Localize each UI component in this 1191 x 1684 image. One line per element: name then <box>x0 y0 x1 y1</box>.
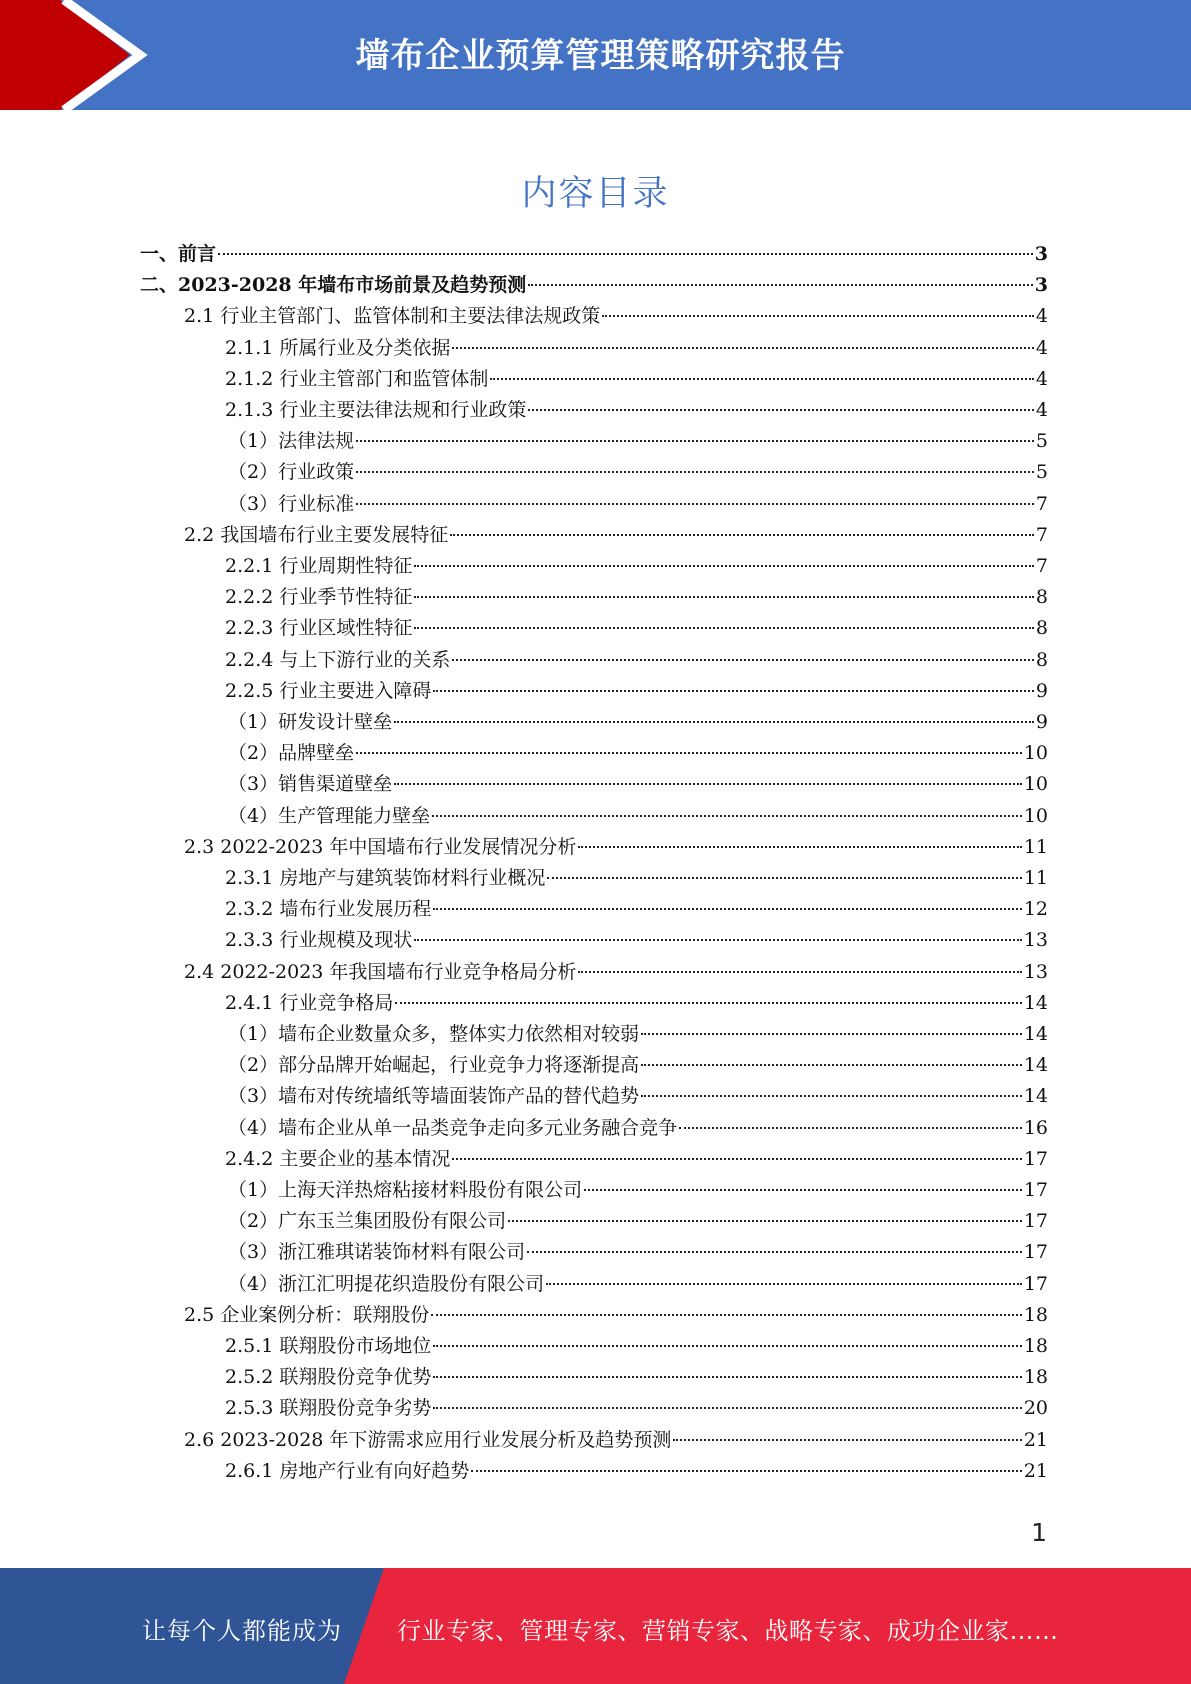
toc-entry[interactable] <box>225 613 1048 644</box>
toc-entry[interactable] <box>225 645 1048 676</box>
toc-entry[interactable] <box>228 1206 1048 1237</box>
toc-entry-page: 7 <box>1035 523 1048 546</box>
toc-entry-label: （2）广东玉兰集团股份有限公司 <box>228 1210 507 1233</box>
toc-entry[interactable] <box>228 801 1048 832</box>
toc-entry-page: 11 <box>1023 835 1048 858</box>
toc-entry-label: （4）墙布企业从单一品类竞争走向多元业务融合竞争 <box>228 1116 678 1139</box>
toc-dot-leader <box>356 502 1034 505</box>
toc-dot-leader <box>673 1438 1021 1441</box>
toc-entry[interactable] <box>228 426 1048 457</box>
toc-heading: 内容目录 <box>521 174 670 214</box>
toc-dot-leader <box>431 1313 1022 1316</box>
toc-entry[interactable] <box>228 1019 1048 1050</box>
toc-entry[interactable] <box>228 1050 1048 1081</box>
toc-entry-page: 17 <box>1023 1147 1048 1170</box>
toc-entry-label: 2.4 2022-2023 年我国墙布行业竞争格局分析 <box>184 960 577 983</box>
toc-entry-page: 21 <box>1023 1459 1048 1482</box>
toc-entry-page: 4 <box>1035 399 1048 421</box>
toc-entry-page: 8 <box>1035 586 1048 609</box>
toc-entry-page: 12 <box>1023 898 1048 921</box>
toc-entry-page: 10 <box>1023 804 1048 827</box>
toc-entry[interactable] <box>225 1456 1048 1487</box>
page-footer <box>0 1568 1191 1684</box>
toc-entry-page: 16 <box>1023 1116 1048 1139</box>
toc-entry[interactable] <box>228 1237 1048 1268</box>
page-number: 1 <box>1031 1518 1047 1547</box>
toc-entry[interactable] <box>225 1331 1048 1362</box>
toc-dot-leader <box>602 314 1034 317</box>
toc-entry-label: （2）品牌壁垒 <box>228 742 355 765</box>
toc-dot-leader <box>490 377 1034 380</box>
toc-entry-label: 一、前言 <box>140 243 217 265</box>
toc-entry-page: 3 <box>1034 274 1048 297</box>
toc-entry-label: 2.3.1 房地产与建筑装饰材料行业概况 <box>225 867 546 889</box>
toc-entry-label: 2.5.3 联翔股份竞争劣势 <box>225 1397 432 1420</box>
toc-dot-leader <box>356 751 1022 754</box>
toc-dot-leader <box>395 1001 1021 1004</box>
toc-entry-page: 17 <box>1023 1241 1048 1264</box>
toc-dot-leader <box>414 938 1021 941</box>
toc-entry[interactable] <box>225 395 1048 426</box>
toc-entry[interactable] <box>228 489 1048 520</box>
toc-entry-label: 2.2.1 行业周期性特征 <box>225 555 413 577</box>
toc-entry[interactable] <box>225 894 1048 925</box>
toc-entry-page: 7 <box>1035 555 1048 577</box>
toc-entry-page: 4 <box>1035 336 1048 359</box>
toc-entry-label: 2.5 企业案例分析：联翔股份 <box>184 1303 430 1326</box>
toc-dot-leader <box>452 658 1034 661</box>
toc-entry-label: （4）生产管理能力壁垒 <box>228 804 431 827</box>
toc-entry-label: （3）浙江雅琪诺装饰材料有限公司 <box>228 1241 526 1264</box>
toc-entry-page: 4 <box>1035 305 1048 328</box>
footer-slogan-left: 让每个人都能成为 <box>142 1617 342 1645</box>
toc-entry[interactable] <box>228 1175 1048 1206</box>
toc-dot-leader <box>679 1126 1022 1129</box>
toc-entry-page: 14 <box>1023 1023 1048 1045</box>
toc-entry-label: （2）行业政策 <box>228 461 355 484</box>
toc-dot-leader <box>641 1032 1022 1035</box>
toc-dot-leader <box>584 1188 1022 1191</box>
toc-entry-label: （1）法律法规 <box>228 430 355 453</box>
toc-entry-label: （3）销售渠道壁垒 <box>228 773 393 796</box>
toc-entry-page: 13 <box>1023 929 1048 952</box>
toc-dot-leader <box>433 689 1034 692</box>
toc-entry[interactable] <box>228 769 1048 800</box>
toc-dot-leader <box>414 564 1034 567</box>
toc-entry-label: （1）研发设计壁垒 <box>228 711 393 733</box>
toc-entry-label: 2.1.2 行业主管部门和监管体制 <box>225 367 489 390</box>
toc-entry[interactable] <box>184 832 1048 863</box>
footer-slogan-right: 行业专家、管理专家、营销专家、战略专家、成功企业家…… <box>397 1617 1059 1645</box>
toc-entry-label: （1）墙布企业数量众多，整体实力依然相对较弱 <box>228 1023 640 1045</box>
toc-dot-leader <box>527 1250 1022 1253</box>
toc-entry[interactable] <box>225 676 1048 707</box>
toc-entry[interactable] <box>184 301 1048 332</box>
toc-entry[interactable] <box>225 1144 1048 1175</box>
toc-dot-leader <box>471 1469 1021 1472</box>
toc-entry-page: 14 <box>1023 1054 1048 1077</box>
toc-entry-label: 2.6 2023-2028 年下游需求应用行业发展分析及趋势预测 <box>184 1428 672 1451</box>
toc-dot-leader <box>356 439 1034 442</box>
toc-entry-page: 10 <box>1023 773 1048 796</box>
toc-dot-leader <box>218 252 1033 255</box>
toc-entry-page: 21 <box>1023 1428 1048 1451</box>
toc-dot-leader <box>578 970 1021 973</box>
report-title: 墙布企业预算管理策略研究报告 <box>355 36 846 76</box>
toc-entry-page: 18 <box>1023 1335 1048 1357</box>
toc-entry-label: 2.1.3 行业主要法律法规和行业政策 <box>225 399 527 421</box>
toc-entry-page: 17 <box>1023 1210 1048 1233</box>
toc-dot-leader <box>356 470 1034 473</box>
toc-entry-page: 17 <box>1023 1272 1048 1295</box>
toc-dot-leader <box>546 1282 1022 1285</box>
toc-entry-page: 18 <box>1023 1366 1048 1389</box>
toc-entry-page: 3 <box>1034 243 1048 265</box>
toc-entry-page: 17 <box>1023 1179 1048 1201</box>
toc-entry[interactable] <box>228 1081 1048 1112</box>
toc-entry-page: 8 <box>1035 617 1048 640</box>
toc-dot-leader <box>578 845 1021 848</box>
toc-entry-label: 2.3.2 墙布行业发展历程 <box>225 898 432 921</box>
toc-entry-page: 4 <box>1035 367 1048 390</box>
toc-entry-page: 9 <box>1035 711 1048 733</box>
toc-entry-label: 2.2 我国墙布行业主要发展特征 <box>184 523 449 546</box>
toc-entry[interactable] <box>184 1425 1048 1456</box>
toc-dot-leader <box>414 595 1034 598</box>
toc-dot-leader <box>433 1375 1021 1378</box>
toc-entry[interactable] <box>225 582 1048 613</box>
toc-entry-label: 2.3.3 行业规模及现状 <box>225 929 413 952</box>
toc-dot-leader <box>394 720 1034 723</box>
toc-entry-page: 5 <box>1035 430 1048 453</box>
toc-entry-label: 2.2.4 与上下游行业的关系 <box>225 648 451 671</box>
toc-dot-leader <box>528 408 1034 411</box>
toc-dot-leader <box>394 782 1022 785</box>
toc-entry-label: 2.6.1 房地产行业有向好趋势 <box>225 1459 470 1482</box>
toc-entry[interactable] <box>225 925 1048 956</box>
toc-dot-leader <box>433 907 1021 910</box>
toc-dot-leader <box>452 346 1034 349</box>
toc-dot-leader <box>452 1157 1021 1160</box>
toc-entry[interactable] <box>228 707 1048 738</box>
toc-entry-page: 8 <box>1035 648 1048 671</box>
toc-entry-page: 7 <box>1035 492 1048 515</box>
toc-entry-page: 9 <box>1035 679 1048 702</box>
toc-entry-page: 14 <box>1023 991 1048 1014</box>
toc-entry-label: 2.3 2022-2023 年中国墙布行业发展情况分析 <box>184 835 577 858</box>
toc-entry[interactable] <box>225 551 1048 582</box>
toc-entry-label: 2.5.2 联翔股份竞争优势 <box>225 1366 432 1389</box>
toc-entry[interactable] <box>228 457 1048 488</box>
toc-entry-label: 2.2.2 行业季节性特征 <box>225 586 413 609</box>
toc-dot-leader <box>450 533 1034 536</box>
toc-dot-leader <box>433 1344 1021 1347</box>
toc-entry-page: 20 <box>1023 1397 1048 1420</box>
toc-entry-page: 11 <box>1023 867 1048 889</box>
toc-entry-page: 5 <box>1035 461 1048 484</box>
toc-entry-label: 2.2.5 行业主要进入障碍 <box>225 679 432 702</box>
toc-entry[interactable] <box>184 957 1048 988</box>
toc-entry[interactable] <box>225 1362 1048 1393</box>
toc-dot-leader <box>547 876 1021 879</box>
toc-entry-page: 10 <box>1023 742 1048 765</box>
toc-entry[interactable] <box>140 270 1048 301</box>
toc-entry-label: 2.2.3 行业区域性特征 <box>225 617 413 640</box>
toc-entry-label: 2.1.1 所属行业及分类依据 <box>225 336 451 359</box>
toc-entry[interactable] <box>225 988 1048 1019</box>
toc-dot-leader <box>414 626 1034 629</box>
toc-dot-leader <box>641 1094 1022 1097</box>
toc-entry[interactable] <box>225 364 1048 395</box>
toc-dot-leader <box>432 814 1022 817</box>
toc-entry-label: （2）部分品牌开始崛起，行业竞争力将逐渐提高 <box>228 1054 640 1077</box>
toc-entry[interactable] <box>228 1113 1048 1144</box>
toc-entry-label: 二、2023-2028 年墙布市场前景及趋势预测 <box>140 274 527 297</box>
toc-entry[interactable] <box>140 239 1048 270</box>
toc-entry-label: （3）行业标准 <box>228 492 355 515</box>
toc-dot-leader <box>641 1063 1022 1066</box>
toc-entry-label: 2.4.1 行业竞争格局 <box>225 991 394 1014</box>
toc-entry-label: （3）墙布对传统墙纸等墙面装饰产品的替代趋势 <box>228 1085 640 1108</box>
toc-dot-leader <box>508 1219 1022 1222</box>
toc-entry[interactable] <box>228 1269 1048 1300</box>
toc-entry[interactable] <box>228 738 1048 769</box>
toc-dot-leader <box>433 1406 1021 1409</box>
toc-entry-page: 14 <box>1023 1085 1048 1108</box>
toc-entry[interactable] <box>225 863 1048 894</box>
toc-entry[interactable] <box>225 1393 1048 1424</box>
toc-entry-label: 2.4.2 主要企业的基本情况 <box>225 1147 451 1170</box>
toc-entry-page: 18 <box>1023 1303 1048 1326</box>
toc-entry-page: 13 <box>1023 960 1048 983</box>
toc-entry[interactable] <box>184 1300 1048 1331</box>
page-header <box>0 0 1191 110</box>
toc-entry-label: （4）浙江汇明提花织造股份有限公司 <box>228 1272 545 1295</box>
toc-dot-leader <box>528 283 1033 286</box>
toc-entry-label: 2.5.1 联翔股份市场地位 <box>225 1335 432 1357</box>
toc-entry[interactable] <box>225 333 1048 364</box>
toc-entry-label: 2.1 行业主管部门、监管体制和主要法律法规政策 <box>184 305 601 328</box>
toc-entry[interactable] <box>184 520 1048 551</box>
toc-entry-label: （1）上海天洋热熔粘接材料股份有限公司 <box>228 1179 583 1201</box>
